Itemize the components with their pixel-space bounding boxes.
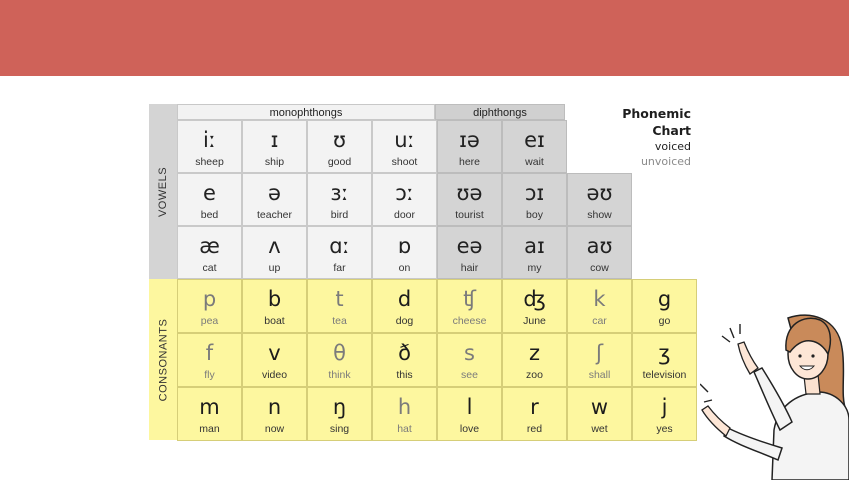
consonant-cell <box>632 333 697 387</box>
consonant-cell <box>502 333 567 387</box>
phoneme-symbol: iː <box>203 128 216 152</box>
top-banner <box>0 0 849 76</box>
vowel-cell <box>567 173 632 226</box>
phoneme-symbol: ə <box>268 181 281 205</box>
example-word: see <box>461 369 478 381</box>
example-word: shall <box>588 369 611 381</box>
consonant-cell <box>567 387 632 441</box>
example-word: wait <box>525 156 544 168</box>
phoneme-symbol: j <box>661 395 668 419</box>
vowel-cell <box>437 173 502 226</box>
example-word: June <box>523 315 546 327</box>
example-word: door <box>393 209 415 221</box>
monophthongs-header: monophthongs <box>177 104 435 120</box>
phoneme-symbol: d <box>397 287 412 311</box>
phoneme-symbol: ɪ <box>270 128 279 152</box>
phoneme-symbol: ɔɪ <box>524 181 545 205</box>
phoneme-symbol: ɔː <box>395 181 414 205</box>
consonant-cell <box>502 279 567 333</box>
diphthongs-header: diphthongs <box>435 104 565 120</box>
phoneme-symbol: ʤ <box>523 287 546 311</box>
vowel-cell <box>567 226 632 279</box>
phoneme-symbol: g <box>657 287 672 311</box>
phoneme-symbol: h <box>397 395 412 419</box>
vowel-cell <box>437 226 502 279</box>
example-word: sheep <box>195 156 224 168</box>
legend-unvoiced: unvoiced <box>640 155 691 168</box>
consonant-cell <box>307 333 372 387</box>
example-word: fly <box>204 369 215 381</box>
example-word: ship <box>264 156 285 168</box>
vowel-cell <box>502 120 567 173</box>
example-word: up <box>268 262 281 274</box>
consonant-cell <box>567 279 632 333</box>
vowel-cell <box>372 226 437 279</box>
phoneme-symbol: eə <box>456 234 483 258</box>
vowel-cell <box>307 226 372 279</box>
consonant-cell <box>437 279 502 333</box>
example-word: this <box>396 369 413 381</box>
example-word: bed <box>200 209 219 221</box>
phoneme-symbol: ʃ <box>595 341 604 365</box>
example-word: cat <box>202 262 217 274</box>
phoneme-symbol: ð <box>398 341 411 365</box>
phoneme-symbol: p <box>202 287 217 311</box>
consonant-cell <box>567 333 632 387</box>
pointing-woman-illustration <box>700 310 849 480</box>
example-word: think <box>328 369 351 381</box>
phoneme-symbol: ɑː <box>329 234 350 258</box>
example-word: video <box>261 369 288 381</box>
example-word: tea <box>332 315 347 327</box>
vowel-cell <box>242 173 307 226</box>
vowel-cell <box>502 226 567 279</box>
phoneme-symbol: ɜː <box>330 181 349 205</box>
example-word: on <box>398 262 411 274</box>
vowel-cell <box>437 120 502 173</box>
example-word: boat <box>264 315 285 327</box>
consonant-cell <box>632 279 697 333</box>
phoneme-symbol: ʌ <box>268 234 281 258</box>
example-word: red <box>526 423 543 435</box>
consonant-cell <box>177 333 242 387</box>
vowels-side-label: VOWELS <box>149 104 178 279</box>
example-word: zoo <box>526 369 543 381</box>
vowel-cell <box>307 120 372 173</box>
example-word: go <box>658 315 671 327</box>
consonant-cell <box>242 279 307 333</box>
example-word: yes <box>656 423 673 435</box>
consonant-cell <box>632 387 697 441</box>
example-word: hair <box>460 262 479 274</box>
example-word: cow <box>590 262 609 274</box>
phoneme-symbol: e <box>203 181 216 205</box>
consonant-cell <box>502 387 567 441</box>
example-word: love <box>459 423 480 435</box>
vowel-cell <box>502 173 567 226</box>
phonemic-chart <box>149 104 696 440</box>
vowel-cell <box>242 226 307 279</box>
consonant-cell <box>242 387 307 441</box>
example-word: my <box>527 262 542 274</box>
consonants-side-label: CONSONANTS <box>149 279 178 440</box>
consonant-cell <box>437 333 502 387</box>
phoneme-symbol: r <box>530 395 539 419</box>
chart-legend <box>622 105 691 169</box>
phoneme-symbol: ɪə <box>459 128 480 152</box>
phoneme-symbol: ɒ <box>397 234 412 258</box>
chart-title-line2: Chart <box>652 123 691 138</box>
vowel-cell <box>177 173 242 226</box>
phoneme-symbol: ʒ <box>658 341 671 365</box>
consonant-cell <box>177 387 242 441</box>
vowel-cell <box>307 173 372 226</box>
example-word: wet <box>591 423 608 435</box>
consonant-cell <box>437 387 502 441</box>
example-word: tourist <box>455 209 484 221</box>
phoneme-symbol: ʊ <box>333 128 346 152</box>
legend-voiced: voiced <box>654 140 691 153</box>
phoneme-symbol: θ <box>333 341 346 365</box>
phoneme-symbol: s <box>464 341 475 365</box>
chart-title-line1: Phonemic <box>622 106 691 121</box>
consonant-cell <box>372 279 437 333</box>
consonant-cell <box>307 279 372 333</box>
example-word: cheese <box>452 315 487 327</box>
example-word: dog <box>395 315 414 327</box>
example-word: car <box>592 315 607 327</box>
phoneme-symbol: m <box>199 395 220 419</box>
phoneme-symbol: n <box>267 395 282 419</box>
example-word: sing <box>329 423 350 435</box>
phoneme-symbol: ʊə <box>456 181 483 205</box>
example-word: television <box>642 369 687 381</box>
vowel-cell <box>242 120 307 173</box>
example-word: shoot <box>391 156 418 168</box>
example-word: far <box>333 262 346 274</box>
vowel-cell <box>177 120 242 173</box>
phoneme-symbol: uː <box>394 128 415 152</box>
phoneme-symbol: eɪ <box>524 128 545 152</box>
phoneme-symbol: w <box>590 395 609 419</box>
consonant-cell <box>242 333 307 387</box>
example-word: show <box>587 209 612 221</box>
example-word: teacher <box>256 209 293 221</box>
example-word: boy <box>526 209 543 221</box>
vowel-cell <box>177 226 242 279</box>
example-word: now <box>264 423 285 435</box>
consonant-cell <box>177 279 242 333</box>
consonant-cell <box>307 387 372 441</box>
consonant-cell <box>372 387 437 441</box>
example-word: hat <box>397 423 412 435</box>
phoneme-symbol: aɪ <box>524 234 545 258</box>
phoneme-symbol: t <box>335 287 344 311</box>
example-word: pea <box>200 315 219 327</box>
vowel-cell <box>372 173 437 226</box>
phoneme-symbol: ŋ <box>332 395 347 419</box>
example-word: bird <box>330 209 349 221</box>
phoneme-symbol: ʧ <box>463 287 476 311</box>
consonant-cell <box>372 333 437 387</box>
example-word: here <box>458 156 480 168</box>
phoneme-symbol: f <box>205 341 214 365</box>
example-word: good <box>327 156 352 168</box>
phoneme-symbol: v <box>268 341 281 365</box>
phoneme-symbol: k <box>593 287 606 311</box>
phoneme-symbol: aʊ <box>586 234 613 258</box>
example-word: man <box>199 423 220 435</box>
phoneme-symbol: z <box>528 341 541 365</box>
phoneme-symbol: əʊ <box>586 181 613 205</box>
phoneme-symbol: b <box>267 287 282 311</box>
phoneme-symbol: l <box>466 395 473 419</box>
phoneme-symbol: æ <box>199 234 220 258</box>
vowel-cell <box>372 120 437 173</box>
